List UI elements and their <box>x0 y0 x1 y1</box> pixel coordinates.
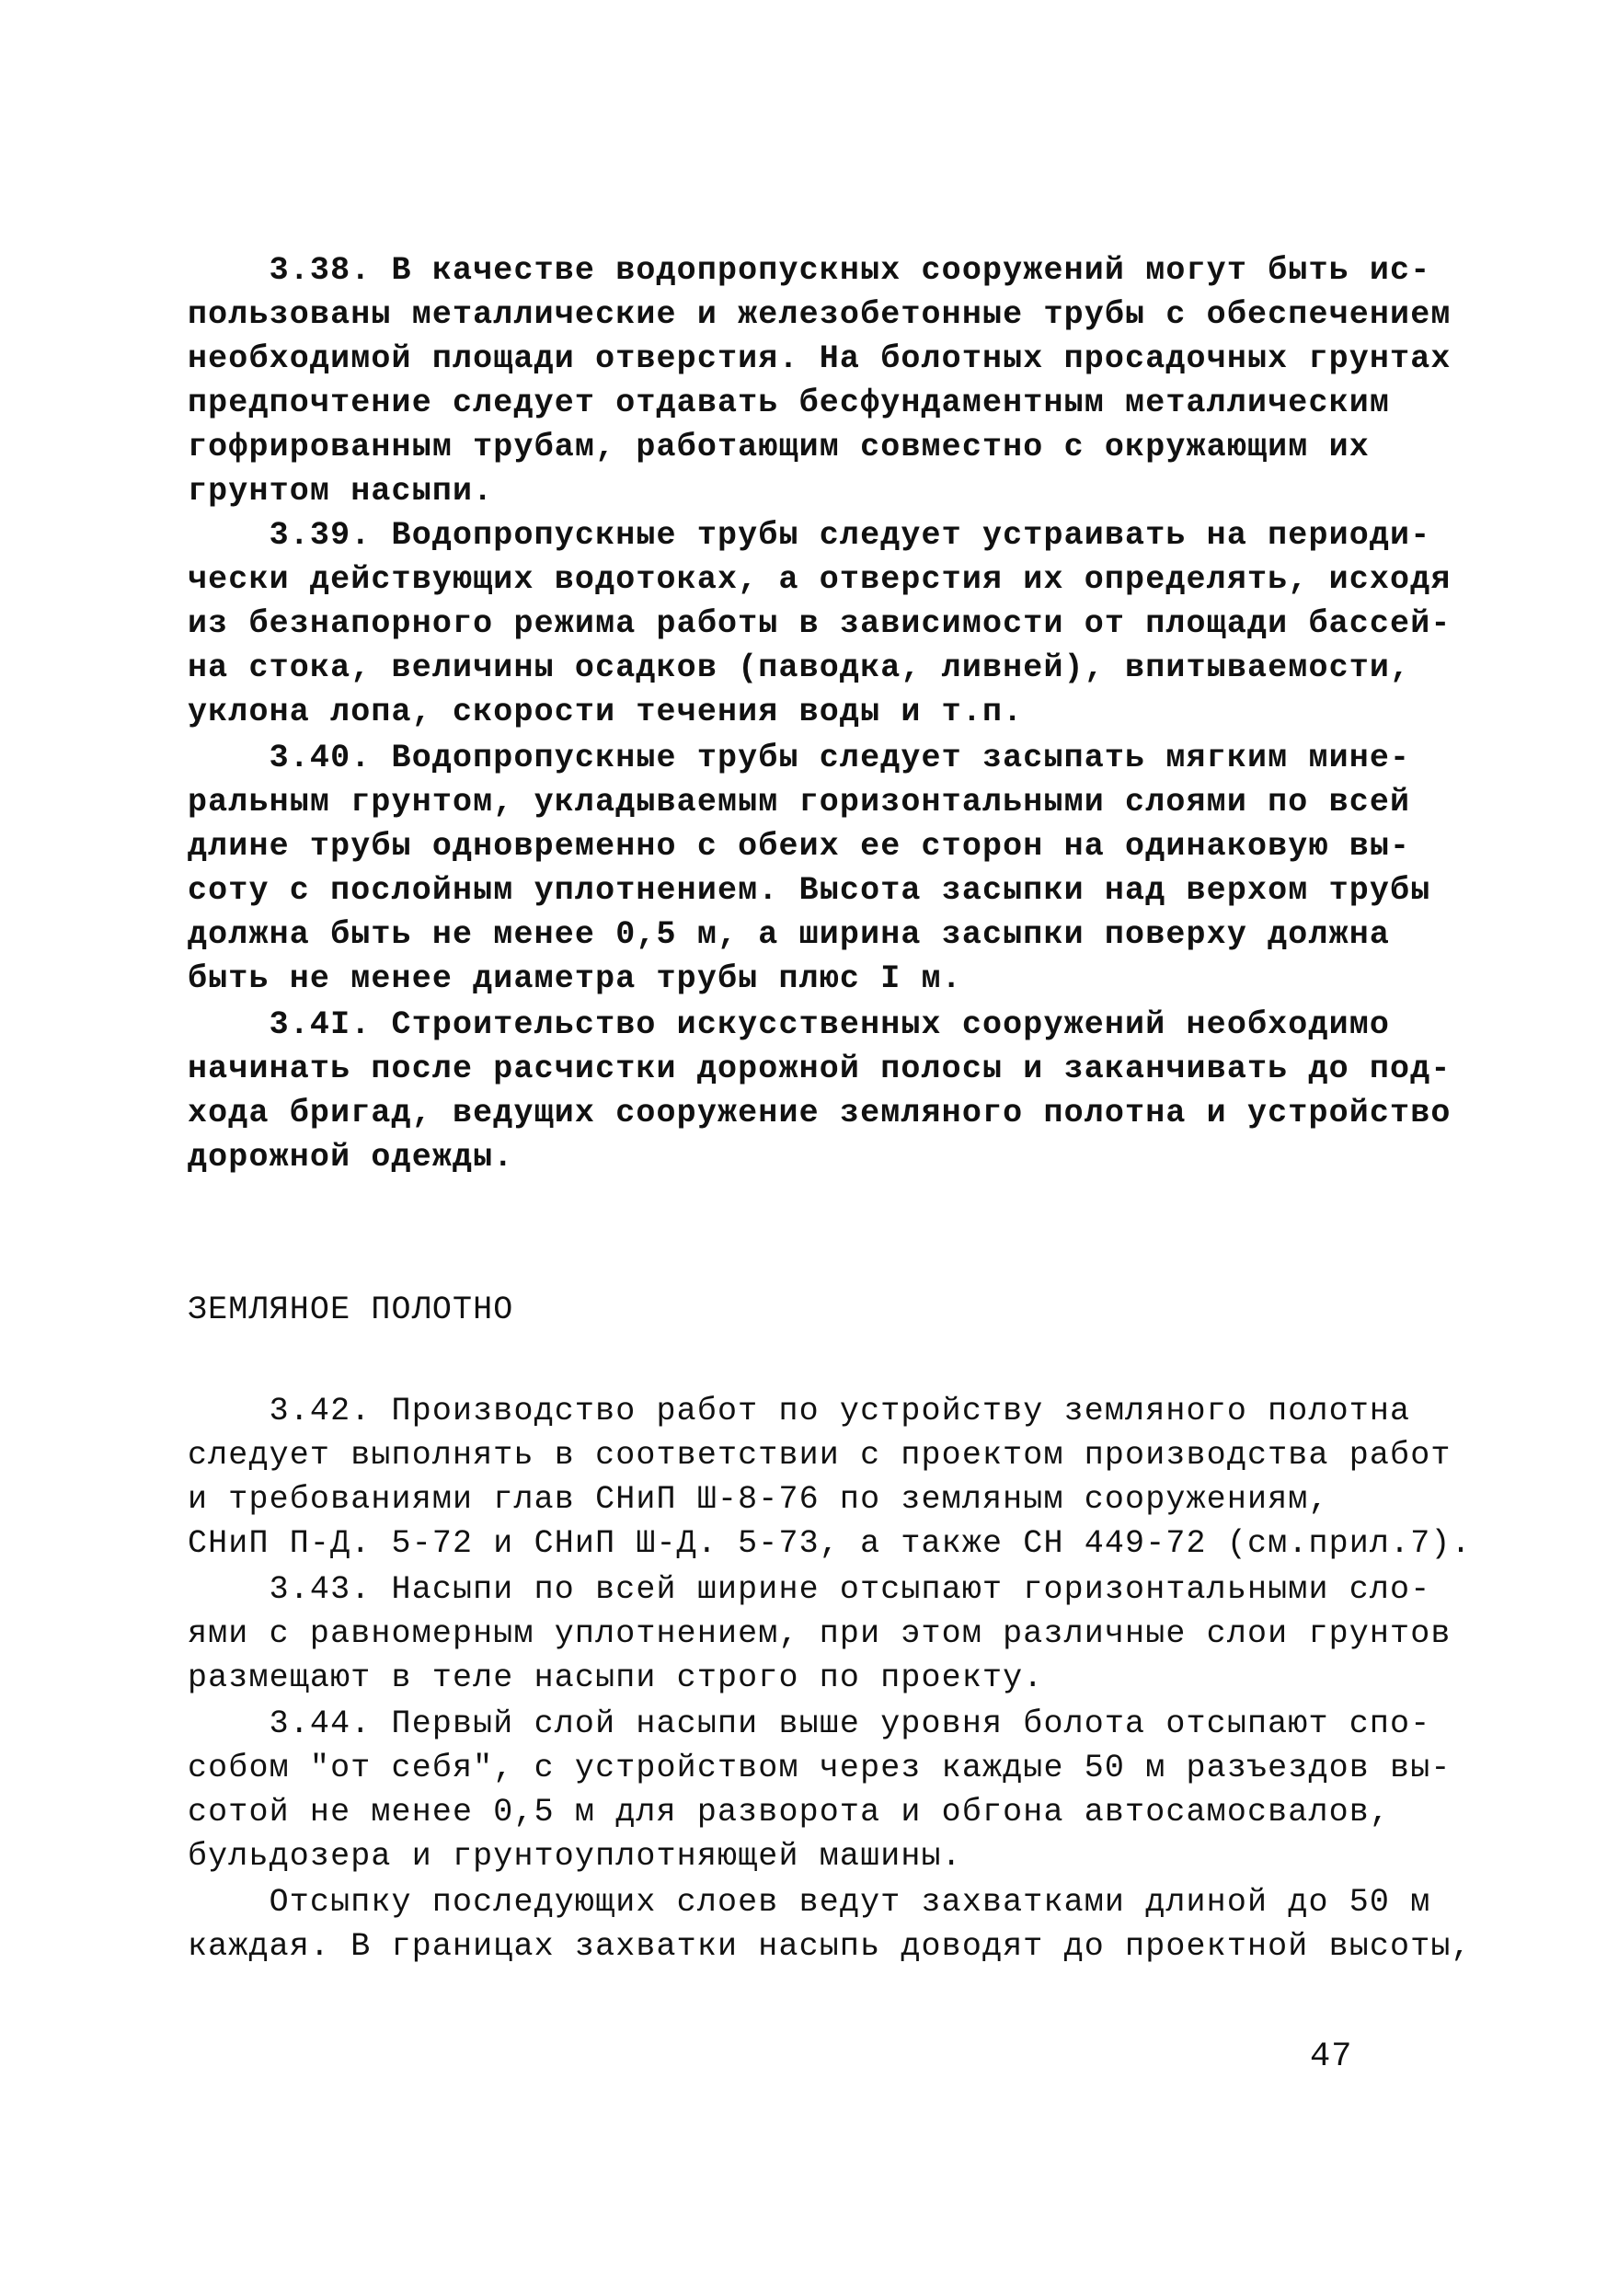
paragraph-3-38-line-1: 3.38. В качестве водопропускных сооружений могут быть ис- <box>188 252 1431 289</box>
paragraph-3-40-line-4: соту с послойным уплотнением. Высота засыпки над верхом трубы <box>188 872 1431 909</box>
paragraph-3-41-line-4: дорожной одежды. <box>188 1139 514 1176</box>
paragraph-3-38-line-3: необходимой площади отверстия. На болотных просадочных грунтах <box>188 340 1452 377</box>
paragraph-continuation-line-2: каждая. В границах захватки насыпь доводят до проектной высоты, <box>188 1928 1472 1965</box>
paragraph-3-40-line-5: должна быть не менее 0,5 м, а ширина засыпки поверху должна <box>188 916 1391 953</box>
paragraph-3-41-line-1: 3.4I. Строительство искусственных сооружений необходимо <box>188 1006 1391 1043</box>
paragraph-3-44-line-4: бульдозера и грунтоуплотняющей машины. <box>188 1838 962 1875</box>
paragraph-3-43-line-1: 3.43. Насыпи по всей ширине отсыпают горизонтальными сло- <box>188 1571 1431 1608</box>
paragraph-3-42-line-1: 3.42. Производство работ по устройству земляного полотна <box>188 1393 1411 1429</box>
paragraph-3-41-line-3: хода бригад, ведущих сооружение земляного полотна и устройство <box>188 1095 1452 1131</box>
paragraph-3-40-line-1: 3.40. Водопропускные трубы следует засыпать мягким мине- <box>188 740 1411 776</box>
paragraph-3-43-line-2: ями с равномерным уплотнением, при этом различные слои грунтов <box>188 1615 1452 1652</box>
paragraph-continuation-line-1: Отсыпку последующих слоев ведут захватками длиной до 50 м <box>188 1884 1431 1921</box>
paragraph-3-44-line-1: 3.44. Первый слой насыпи выше уровня болота отсыпают спо- <box>188 1705 1431 1742</box>
paragraph-3-40-line-3: длине трубы одновременно с обеих ее сторон на одинаковую вы- <box>188 828 1411 865</box>
page-number: 47 <box>1310 2038 1353 2076</box>
paragraph-3-44-line-2: собом "от себя", с устройством через каждые 50 м разъездов вы- <box>188 1750 1452 1786</box>
paragraph-3-38-line-4: предпочтение следует отдавать бесфундаментным металлическим <box>188 385 1391 421</box>
paragraph-3-38-line-6: грунтом насыпи. <box>188 473 494 510</box>
paragraph-3-42-line-4: СНиП П-Д. 5-72 и СНиП Ш-Д. 5-73, а также СН 449-72 (см.прил.7). <box>188 1525 1472 1562</box>
paragraph-3-41-line-2: начинать после расчистки дорожной полосы и заканчивать до под- <box>188 1050 1452 1087</box>
paragraph-3-39-line-4: на стока, величины осадков (паводка, ливней), впитываемости, <box>188 649 1411 686</box>
paragraph-3-39-line-3: из безнапорного режима работы в зависимости от площади бассей- <box>188 605 1452 642</box>
paragraph-3-42-line-3: и требованиями глав СНиП Ш-8-76 по земляным сооружениям, <box>188 1481 1329 1518</box>
paragraph-3-38-line-2: пользованы металлические и железобетонные трубы с обеспечением <box>188 296 1452 333</box>
paragraph-3-42-line-2: следует выполнять в соответствии с проектом производства работ <box>188 1437 1452 1474</box>
paragraph-3-44-line-3: сотой не менее 0,5 м для разворота и обгона автосамосвалов, <box>188 1794 1391 1831</box>
paragraph-3-40-line-6: быть не менее диаметра трубы плюс I м. <box>188 960 962 997</box>
paragraph-3-39-line-2: чески действующих водотоках, а отверстия их определять, исходя <box>188 561 1452 598</box>
paragraph-3-38-line-5: гофрированным трубам, работающим совместно с окружающим их <box>188 429 1370 465</box>
section-heading: ЗЕМЛЯНОЕ ПОЛОТНО <box>188 1292 514 1328</box>
paragraph-3-39-line-5: уклона лопа, скорости течения воды и т.п. <box>188 694 1024 730</box>
paragraph-3-39-line-1: 3.39. Водопропускные трубы следует устраивать на периоди- <box>188 517 1431 554</box>
paragraph-3-40-line-2: ральным грунтом, укладываемым горизонтальными слоями по всей <box>188 784 1411 821</box>
paragraph-3-43-line-3: размещают в теле насыпи строго по проекту. <box>188 1659 1044 1696</box>
